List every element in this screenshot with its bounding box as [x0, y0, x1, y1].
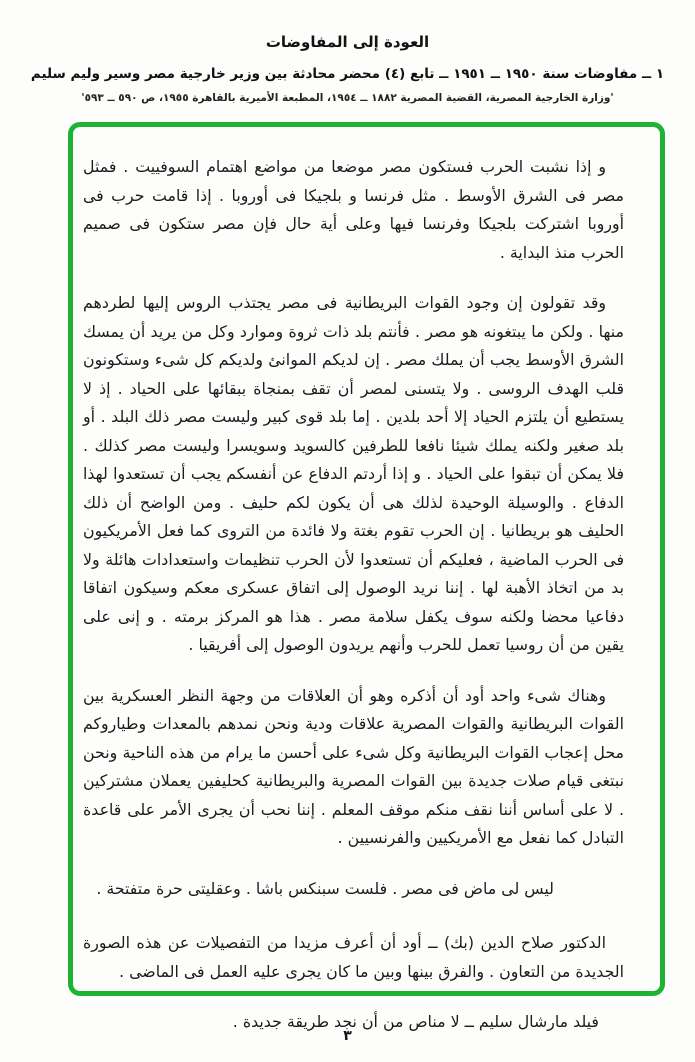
page-title: العودة إلى المفاوضات	[265, 33, 430, 51]
paragraph-no-past-in-egypt: ليس لى ماض فى مصر . فلست سبنكس باشا . وعقليتى حرة متفتحة .	[96, 878, 554, 898]
paragraph-military-relations: وهناك شىء واحد أود أن أذكره وهو أن العلاقات من وجهة النظر العسكرية بين القوات البريطانية والقوات المصرية علاقات ودية ونحن نمدهم بالمعدات وطياروكم محل إعجاب القوات البريطانية وكل شىء على أحسن ما يرام من هذه الناحية ونحن نبتغى قيام صلات جديدة بين القوات المصرية والبريطانية كحليفين يعملان مشتركين . لا على أساس أننا نقف منكم موقف المعلم . إننا نحب أن يجرى الأمر على قاعدة التبادل كما نفعل مع الأمريكيين والفرنسيين .	[83, 685, 624, 847]
highlight-frame	[68, 122, 665, 1031]
paragraph-war-outbreak: و إذا نشبت الحرب فستكون مصر موضعا من مواضع اهتمام السوفييت . فمثل مصر فى الشرق الأوسط . مثل فرنسا و بلجيكا فى أوروبا . إذا قامت حرب فى أوروبا اشتركت بلجيكا وفرنسا فيها وعلى أية حال فإن مصر ستكون فى صميم الحرب منذ البداية .	[83, 157, 624, 262]
paragraph-marshal-slim-reply: فيلد مارشال سليم ــ لا مناص من أن نجد طريقة جديدة .	[232, 1012, 599, 1031]
reference-line: ١ ــ مفاوضات سنة ١٩٥٠ ــ ١٩٥١ ــ تابع (٤) محضر محادثة بين وزير خارجية مصر وسير وليم سليم	[30, 66, 665, 82]
paragraph-british-forces-argument: وقد تقولون إن وجود القوات البريطانية فى مصر يجتذب الروس إليها لطردهم منها . ولكن ما يبتغونه هو مصر . فأنتم بلد ذات ثروة وموارد وكل من يريد أن يمسك الشرق الأوسط يجب أن يملك مصر . إن لديكم الموانئ ولديكم كل شىء وستكونون قلب الهدف الروسى . ولا يتسنى لمصر أن تقف بمنجاة ببقائها على الحياد . إذ لا يستطيع أن يلتزم الحياد إلا أحد بلدين . إما بلد قوى كبير وليست مصر ذلك البلد . أو بلد صغير ولكنه يملك شيئا نافعا للطرفين كالسويد وسويسرا وليست مصر كذلك . فلا يمكن أن تبقوا على الحياد . و إذا أردتم الدفاع عن أنفسكم يجب أن تستعدوا لهذا الدفاع . والوسيلة الوحيدة لذلك هى أن يكون لكم حليف . ومن الواضح أن ذلك الحليف هو بريطانيا . إن الحرب تقوم بغتة ولا فائدة من التروى كما فعل الأمريكيون فى الحرب الماضية ، فعليكم أن تستعدوا لأن الحرب تنظيمات واستعدادات هائلة ولا بد من اتخاذ الأهبة لها . إننا نريد الوصول إلى اتفاق عسكرى معكم وسيكون اتفاقا دفاعيا محضا ولكنه سوف يكفل سلامة مصر . هذا هو المركز برمته . و إنى على يقين من أن روسيا تعمل للحرب وأنهم يريدون الوصول إلى أفريقيا .	[83, 293, 624, 654]
page-number: ٣	[343, 1028, 352, 1044]
source-citation: 'وزارة الخارجية المصرية، القضية المصرية ١٨٨٢ ــ ١٩٥٤، المطبعة الأميرية بالقاهرة ١٩٥٥، ص ٥٩٠ ــ ٥٩٣'	[81, 92, 614, 104]
paragraph-salah-eldin-question: الدكتور صلاح الدين (بك) ــ أود أن أعرف مزيدا من التفصيلات عن هذه الصورة الجديدة من التعاون . والفرق بينها وبين ما كان يجرى عليه العمل فى الماضى .	[83, 933, 624, 981]
